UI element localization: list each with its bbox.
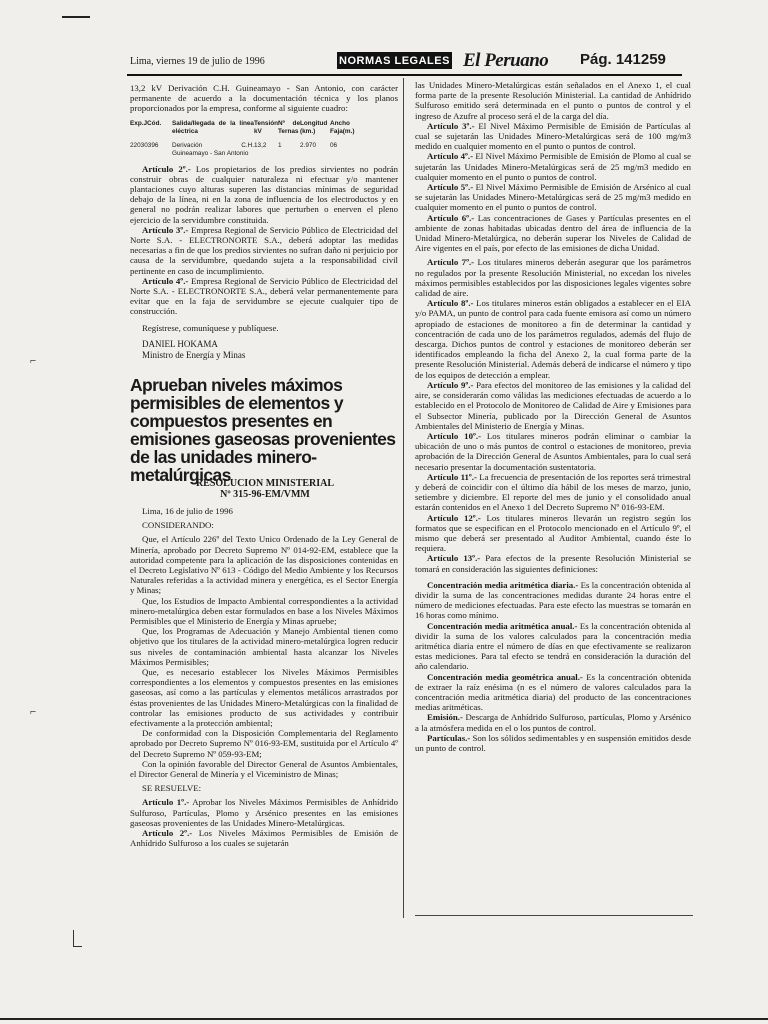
article-3: Artículo 3º.- El Nivel Máximo Permisible de Emisión de Partículas al cual se sujetarán las Unidades Minero-Metalúrgicas será de 100 mg/m3 medido en cualquier momento en el punto o puntos de control.: [415, 120, 692, 152]
definition-particles: Partículas.- Son los sólidos sedimentables y en suspensión emitidos desde un punto de control.: [415, 732, 691, 753]
article-1: Artículo 1º.- Aprobar los Niveles Máximos Permisibles de Anhídrido Sulfuroso, Partículas, Plomo y Arsénico presentes en las emisiones gaseosas provenientes de las Unidades Minero-Metalúrgicas.: [130, 797, 399, 828]
table-row: [130, 142, 398, 158]
article-label: Artículo 4º.-: [142, 275, 189, 286]
left-column-top: [130, 83, 398, 361]
table-cell: 22030396: [130, 141, 159, 149]
article-label: Artículo 8º.-: [427, 298, 474, 309]
table-header-cell: Ancho Faja(m.): [330, 119, 355, 135]
resolution-number: Nº 315-96-EM/VMM: [220, 489, 310, 500]
article-13: Artículo 13º.- Para efectos de la presente Resolución Ministerial se tomará en consideración las siguientes definiciones:: [415, 553, 691, 574]
article-label: Artículo 1º.-: [142, 797, 190, 808]
lima-date: Lima, 16 de julio de 1996: [142, 506, 233, 516]
table-header-cell: Tensión kV: [254, 119, 279, 135]
article-5: Artículo 5º.- El Nivel Máximo Permisible de Emisión de Arsénico al cual se sujetarán las Unidades Minero-Metalúrgicas será de 25 mg/m3 medido en cualquier momento en el punto o puntos de control.: [415, 182, 691, 213]
article-label: Partículas.-: [427, 732, 471, 743]
considerando-paragraph: Que, los Estudios de Impacto Ambiental correspondientes a la actividad minero-metalúrgica deben estar formulados en base a los Niveles Máximos Permisibles que el Ministerio de Energía y Minas apruebe;: [130, 595, 398, 627]
article-2-servidumbre: Artículo 2º.- Los propietarios de los predios sirvientes no podrán construir obras de cualquier naturaleza ni efectuar y/o mantener plantaciones cuyo alturas superen las distancias mínimas de seguridad debajo de la línea, ni en la zona de influencia de los electroductos y en general no podrán realizar labores que perturben o enerven el pleno ejercicio de la servidumbre constituida.: [130, 163, 398, 225]
article-label: Concentración media aritmética anual.-: [427, 620, 578, 631]
article-2-continuation: las Unidades Minero-Metalúrgicas están señalados en el Anexo 1, el cual forma parte de la presente Resolución Ministerial. La cantidad de Anhídrido Sulfuroso emitido será determinada en el punto o puntos de control y el ingreso de Azufre al proceso será el de la carga del día.: [415, 80, 691, 121]
considerando-paragraph: De conformidad con la Disposición Complementaria del Reglamento aprobado por Decreto Supremo Nº 016-93-EM, sustituida por el Artículo 4º del Decreto Supremo Nº 059-93-EM;: [130, 728, 398, 759]
signer-role: Ministro de Energía y Minas: [142, 349, 246, 360]
article-2: Artículo 2º.- Los Niveles Máximos Permisibles de Emisión de Anhídrido Sulfuroso a los cuales se sujetarán: [130, 828, 398, 849]
article-label: Concentración media aritmética diaria.-: [427, 579, 579, 590]
resolution-type: RESOLUCION MINISTERIAL: [195, 478, 335, 489]
signer-name: DANIEL HOKAMA: [142, 338, 218, 349]
section-badge: NORMAS LEGALES: [337, 52, 452, 69]
table-cell: 06: [330, 141, 338, 149]
article-label: Artículo 3º.-: [427, 120, 475, 131]
left-column-bottom: [130, 506, 398, 849]
article-label: Emisión.-: [427, 712, 463, 723]
article-9: Artículo 9º.- Para efectos del monitoreo de las emisiones y la calidad del aire, se considerarán como válidas las mediciones efectuadas de acuerdo a lo establecido en el Protocolo de Monitoreo de Calidad de Aire y Emisiones para el Subsector Minería, publicado por la Dirección General de Asuntos Ambientales del Ministerio de Energía y Minas.: [415, 379, 691, 431]
definition-geometric-mean: Concentración media geométrica anual.- Es la concentración obtenida de extraer la raíz enésima (n es el número de valores calculados para la concentración media aritmética diaria) del producto de las concentraciones medias aritméticas.: [415, 671, 691, 713]
definition-emission: Emisión.- Descarga de Anhídrido Sulfuroso, partículas, Plomo y Arsénico a la atmósfera medida en el o los puntos de control.: [415, 712, 691, 733]
considerando-paragraph: Que, es necesario establecer los Niveles Máximos Permisibles correspondientes a los elementos y compuestos presentes en las emisiones gaseosas, así como a las partículas y elementos metálicos arrastrados por éstas provenientes de las Unidades Minero-Metalúrgicas con la finalidad de controlar las emisiones producto de sus actividades y contribuir efectivamente a la protección ambiental;: [130, 667, 398, 729]
scan-mark: [62, 16, 90, 18]
article-10: Artículo 10º.- Los titulares mineros podrán eliminar o cambiar la ubicación de uno o más puntos de control o estaciones de monitoreo, previa aprobación de la Dirección General de Asuntos Ambientales, para lo cual será necesario presentar la documentación sustentatoria.: [415, 430, 691, 472]
table-header-cell: Nº de Ternas: [278, 119, 300, 135]
resolution-heading: [130, 478, 400, 500]
table-header-cell: Longitud (km.): [300, 119, 328, 135]
considerando-paragraph: Que, el Artículo 226º del Texto Unico Ordenado de la Ley General de Minería, aprobado por Decreto Supremo Nº 014-92-EM, establece que la autoridad competente para la aplicación de las disposiciones contenidas en el Decreto Legislativo Nº 613 - Código del Medio Ambiente y los Recursos Naturales referidas a la actividad minera y energética, es el Sector Energía y Minas;: [130, 534, 398, 596]
page-number: Pág. 141259: [580, 51, 666, 68]
article-label: Artículo 12º.-: [427, 512, 481, 523]
article-label: Artículo 7º.-: [427, 257, 475, 268]
definition-daily-mean: Concentración media aritmética diaria.- Es la concentración obtenida al dividir la suma de las concentraciones medidas durante 24 horas entre el número de mediciones efectuadas. Para este efecto las muestras se tomarán en 16 horas como mínimo.: [415, 579, 691, 621]
corner-mark: [73, 930, 82, 947]
se-resuelve-heading: SE RESUELVE:: [142, 783, 202, 794]
article-7: Artículo 7º.- Los titulares mineros deberán asegurar que los parámetros no regulados por la presente Resolución Ministerial, no excedan los niveles máximos permisibles establecidos por las disposiciones legales vigentes sobre calidad de aire.: [415, 257, 691, 299]
table-cell: 13,2: [254, 141, 267, 149]
article-label: Artículo 9º.-: [427, 379, 474, 390]
article-label: Concentración media geométrica anual.-: [427, 671, 583, 682]
end-rule: [415, 915, 693, 916]
table-cell: 1: [278, 141, 282, 149]
article-label: Artículo 11º.-: [427, 471, 477, 482]
article-label: Artículo 4º.-: [427, 151, 474, 162]
article-label: Artículo 13º.-: [427, 553, 481, 564]
margin-mark: ⌐: [30, 355, 37, 367]
article-11: Artículo 11º.- La frecuencia de presentación de los reportes será trimestral y deberá de coincidir con el último día hábil de los meses de marzo, junio, setiembre y diciembre. El reporte del mes de junio y el consolidado anual estarán contenidos en el Anexo 1 del Decreto Supremo Nº 016-93-EM.: [415, 471, 691, 513]
article-label: Artículo 6º.-: [427, 212, 475, 223]
table-header-cell: Exp.JCód.: [130, 119, 162, 127]
definition-annual-mean: Concentración media aritmética anual.- Es la concentración obtenida al dividir la suma de los valores calculados para la concentración media aritmética diaria entre el número de días en que efectivamente se realizaron estas mediciones. Para tal efecto se tendrá en consideración la duración del año calendario.: [415, 620, 691, 672]
right-column: [415, 80, 691, 753]
servidumbre-table: [130, 120, 398, 158]
header-rule: [127, 74, 682, 76]
table-cell: Derivación C.H. Guineamayo - San Antonio: [172, 141, 254, 157]
considerando-paragraph: Con la opinión favorable del Director General de Asuntos Ambientales, el Director General de Minería y el Viceministro de Minas;: [130, 758, 398, 780]
article-4: Artículo 4º.- El Nivel Máximo Permisible de Emisión de Plomo al cual se sujetarán las Unidades Minero-Metalúrgicas será de 25 mg/m3 medido en cualquier momento en el punto o puntos de control.: [415, 151, 691, 182]
table-header-row: [130, 120, 398, 136]
margin-mark: ⌐: [30, 706, 37, 718]
article-label: Artículo 2º.-: [142, 828, 193, 839]
newspaper-name: El Peruano: [463, 50, 549, 71]
article-12: Artículo 12º.- Los titulares mineros llevarán un registro según los formatos que se especifican en el Protocolo mencionado en el Artículo 9º, el mismo que deberá ser presentado al Auditor Ambiental, cuando éste lo requiera.: [415, 512, 691, 554]
register-line: Regístrese, comuníquese y publíquese.: [142, 322, 279, 333]
intro-paragraph: 13,2 kV Derivación C.H. Guineamayo - San Antonio, con carácter permanente de acuerdo a la documentación técnica y los planos proporcionados por la empresa, conforme al siguiente cuadro:: [130, 83, 398, 114]
considerando-heading: CONSIDERANDO:: [142, 520, 214, 531]
table-header-cell: Salida/llegada de la línea eléctrica: [172, 119, 254, 135]
article-label: Artículo 3º.-: [142, 224, 189, 235]
column-divider: [403, 78, 404, 918]
article-6: Artículo 6º.- Las concentraciones de Gases y Partículas presentes en el ambiente de zonas habitadas ubicadas dentro del área de influencia de la Unidad Minero-Metalúrgica, no deberán superar los Niveles de Calidad de Aire vigentes en el país, por efecto de las emisiones de dicha Unidad.: [415, 212, 691, 254]
article-label: Artículo 2º.-: [142, 163, 191, 174]
table-cell: 2.970: [300, 141, 316, 149]
header-date: Lima, viernes 19 de julio de 1996: [130, 56, 265, 67]
considerando-paragraph: Que, los Programas de Adecuación y Manejo Ambiental tienen como objetivo que los titulares de la actividad minero-metalúrgica logren reducir sus niveles de contaminación ambiental hasta alcanzar los Niveles Máximos Permisibles;: [130, 626, 398, 667]
bottom-rule: [0, 1018, 768, 1020]
resolution-title: Aprueban niveles máximos permisibles de elementos y compuestos presentes en emisiones gaseosas provenientes de las unidades minero-metalúrgicas: [130, 375, 396, 485]
article-label: Artículo 5º.-: [427, 182, 474, 193]
article-label: Artículo 10º.-: [427, 430, 482, 441]
article-4-servidumbre: Artículo 4º.- Empresa Regional de Servicio Público de Electricidad del Norte S.A. - ELECTRONORTE S.A., deberá velar permanentemente para evitar que en la faja de servidumbre se ejecute cualquier tipo de construcción.: [130, 275, 398, 317]
article-3-servidumbre: Artículo 3º.- Empresa Regional de Servicio Público de Electricidad del Norte S.A. - ELECTRONORTE S.A., deberá adoptar las medidas necesarias a fin de que los predios sirvientes no sufran daño ni perjuicio por causa de la servidumbre, quedando sujeta a la responsabilidad civil pertinente en caso de incumplimiento.: [130, 224, 398, 276]
article-8: Artículo 8º.- Los titulares mineros están obligados a establecer en el EIA y/o PAMA, un punto de control para cada fuente emisora así como un número apropiado de estaciones de monitoreo a fin de determinar la cantidad y concentración de cada uno de los parámetros regulados, además del flujo de descarga. Dichos puntos de control y estaciones de monitoreo deberán ser identificados empleando la ficha del Anexo 2, la cual forma parte de la presente Resolución Ministerial. Además deberá de indicarse el número y tipo de los equipos de detección a emplear.: [415, 298, 691, 380]
